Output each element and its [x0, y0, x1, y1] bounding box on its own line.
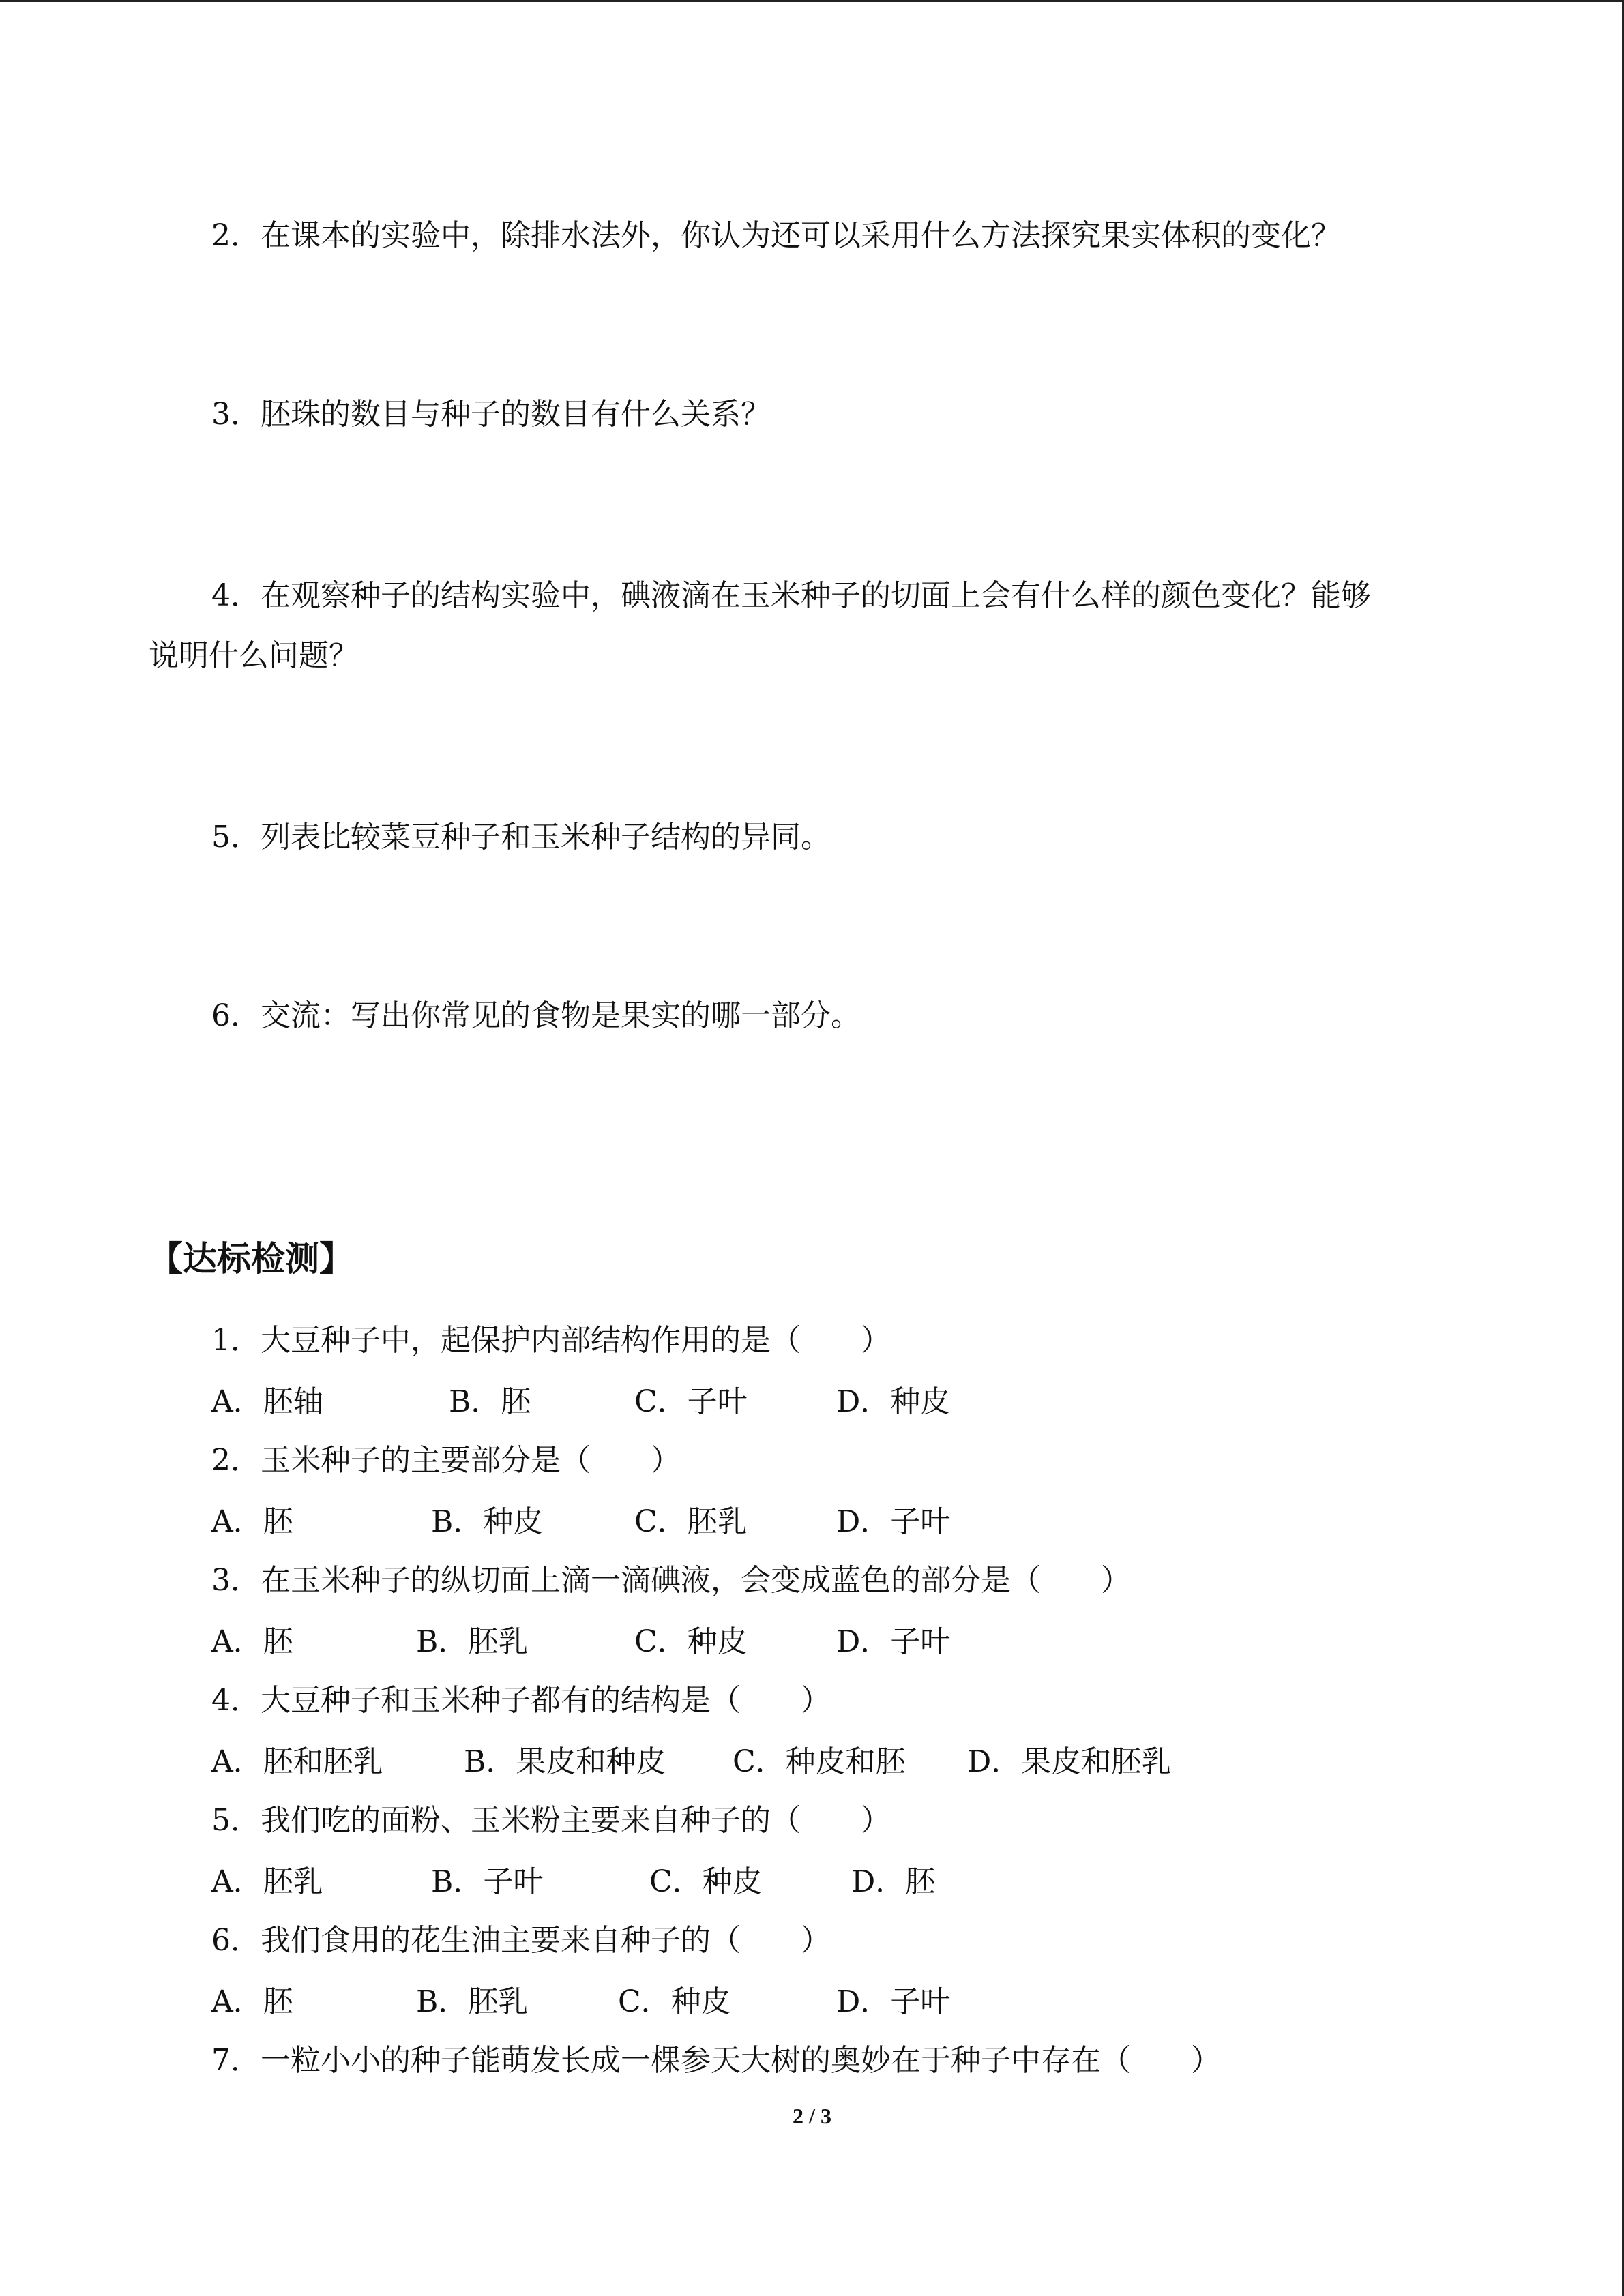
question-2	[211, 217, 1341, 255]
test-item-1-option-d: D．种皮	[836, 1384, 951, 1419]
question-number: 4．	[211, 578, 261, 613]
question-number: 3．	[211, 397, 261, 432]
test-item-2-option-d: D．子叶	[836, 1504, 951, 1539]
test-item-1-option-c: C．子叶	[634, 1384, 748, 1419]
test-item-1-stem: 1．大豆种子中，起保护内部结构作用的是（ ）	[211, 1323, 891, 1358]
test-item-6-option-a: A．胚	[211, 1984, 293, 2019]
test-item-6-option-b: B．胚乳	[416, 1984, 529, 2019]
test-item-2-option-c: C．胚乳	[634, 1504, 748, 1539]
test-item-6-option-d: D．子叶	[836, 1984, 951, 2019]
test-item-5-stem: 5．我们吃的面粉、玉米粉主要来自种子的（ ）	[211, 1803, 891, 1838]
test-item-1-option-a: A．胚轴	[211, 1384, 323, 1419]
test-item-2-option-a: A．胚	[211, 1504, 293, 1539]
test-item-6-stem: 6．我们食用的花生油主要来自种子的（ ）	[211, 1923, 831, 1958]
test-item-4-option-b: B．果皮和种皮	[464, 1744, 666, 1779]
test-item-2-option-b: B．种皮	[431, 1504, 544, 1539]
question-text: 胚珠的数目与种子的数目有什么关系？	[261, 397, 771, 432]
test-item-7-stem: 7．一粒小小的种子能萌发长成一棵参天大树的奥妙在于种子中存在（ ）	[211, 2043, 1221, 2078]
test-item-5-option-a: A．胚乳	[211, 1864, 323, 1899]
test-item-3-option-a: A．胚	[211, 1624, 293, 1659]
test-item-5-option-b: B．子叶	[431, 1864, 544, 1899]
question-text: 在观察种子的结构实验中，碘液滴在玉米种子的切面上会有什么样的颜色变化？能够	[261, 578, 1371, 613]
test-item-4-option-d: D．果皮和胚乳	[967, 1744, 1172, 1779]
question-number: 6．	[211, 998, 261, 1033]
question-text: 列表比较菜豆种子和玉米种子结构的异同。	[261, 820, 831, 854]
question-text: 交流：写出你常见的食物是果实的哪一部分。	[261, 998, 861, 1033]
question-number: 2．	[211, 218, 261, 253]
test-item-6-option-c: C．种皮	[618, 1984, 731, 2019]
test-item-4-stem: 4．大豆种子和玉米种子都有的结构是（ ）	[211, 1683, 831, 1718]
question-number: 5．	[211, 820, 261, 854]
section-heading: 【达标检测】	[149, 1239, 353, 1279]
test-item-5-option-c: C．种皮	[649, 1864, 763, 1899]
question-3	[211, 396, 771, 434]
test-item-3-option-d: D．子叶	[836, 1624, 951, 1659]
page-border-top	[0, 0, 1624, 2]
test-item-5-option-d: D．胚	[851, 1864, 936, 1899]
test-item-4-option-a: A．胚和胚乳	[211, 1744, 383, 1779]
test-item-3-stem: 3．在玉米种子的纵切面上滴一滴碘液，会变成蓝色的部分是（ ）	[211, 1563, 1131, 1598]
test-item-3-option-c: C．种皮	[634, 1624, 748, 1659]
question-4	[211, 577, 1371, 615]
question-4-continuation: 说明什么问题？	[149, 638, 359, 673]
test-item-3-option-b: B．胚乳	[416, 1624, 529, 1659]
test-item-1-option-b: B．胚	[449, 1384, 531, 1419]
test-item-4-option-c: C．种皮和胚	[733, 1744, 906, 1779]
page-number: 2 / 3	[793, 2104, 831, 2128]
question-text: 在课本的实验中，除排水法外，你认为还可以采用什么方法探究果实体积的变化？	[261, 218, 1341, 253]
question-6	[211, 997, 861, 1035]
question-5	[211, 818, 831, 856]
test-item-2-stem: 2．玉米种子的主要部分是（ ）	[211, 1443, 681, 1478]
